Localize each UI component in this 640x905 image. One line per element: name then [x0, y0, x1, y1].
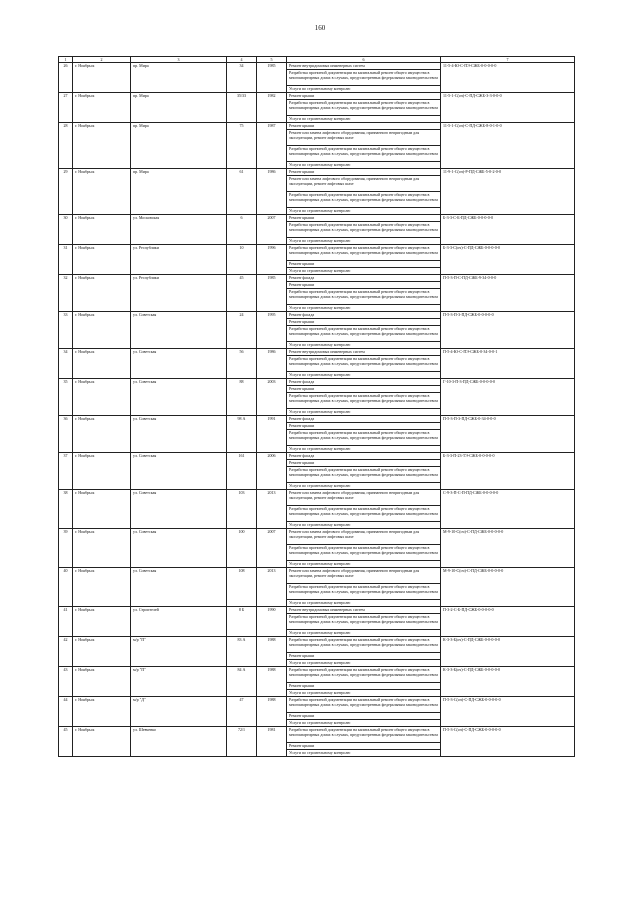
work-cell: Ремонт крыши [287, 93, 441, 100]
house-cell: 100 [227, 529, 257, 568]
work-cell: Разработка проектной документации на капитальный ремонт общего имущества в многоквартирных домах в случаях, предусмотренных федеральным законодательством [287, 356, 441, 372]
year-cell: 1988 [257, 667, 287, 697]
year-cell: 1990 [257, 607, 287, 637]
work-cell: Услуги по строительному контролю [287, 409, 441, 416]
row-number: 37 [59, 453, 73, 490]
table-row [59, 453, 575, 460]
work-cell: Ремонт крыши [287, 423, 441, 430]
code-cell: Г-10-3-П-3-ПД-СЖБ-0-0-0-0-0 [441, 379, 575, 416]
row-number: 45 [59, 727, 73, 757]
street-cell: ул. Республики [131, 245, 227, 275]
table-row [59, 349, 575, 356]
code-cell: П-5-3-С(оч)-С-ПД-СЖБ-0-0-0-0-0 [441, 727, 575, 757]
row-number: 40 [59, 568, 73, 607]
house-cell: 98 А [227, 416, 257, 453]
house-cell: 35/33 [227, 93, 257, 123]
house-cell: 10 [227, 245, 257, 275]
work-cell: Ремонт фасада [287, 275, 441, 282]
works-table [58, 56, 575, 757]
column-header: 3 [131, 57, 227, 63]
year-cell: 1987 [257, 123, 287, 169]
city-cell: г. Ноябрьск [73, 349, 131, 379]
city-cell: г. Ноябрьск [73, 637, 131, 667]
street-cell: ул. Советская [131, 416, 227, 453]
work-cell: Услуги по строительному контролю [287, 630, 441, 637]
house-cell: 75 [227, 123, 257, 169]
table-row [59, 416, 575, 423]
table-row [59, 490, 575, 506]
city-cell: г. Ноябрьск [73, 667, 131, 697]
work-cell: Разработка проектной документации на капитальный ремонт общего имущества в многоквартирных домах в случаях, предусмотренных федеральным законодательством [287, 584, 441, 600]
table-row [59, 215, 575, 222]
work-cell: Услуги по строительному контролю [287, 116, 441, 123]
year-cell: 1995 [257, 312, 287, 349]
city-cell: г. Ноябрьск [73, 568, 131, 607]
house-cell: 47 [227, 697, 257, 727]
work-cell: Услуги по строительному контролю [287, 162, 441, 169]
work-cell: Разработка проектной документации на капитальный ремонт общего имущества в многоквартирных домах в случаях, предусмотренных федеральным законодательством [287, 100, 441, 116]
house-cell: 6 [227, 215, 257, 245]
row-number: 36 [59, 416, 73, 453]
street-cell: м/р "П" [131, 667, 227, 697]
work-cell: Разработка проектной документации на капитальный ремонт общего имущества в многоквартирных домах в случаях, предусмотренных федеральным законодательством [287, 727, 441, 743]
city-cell: г. Ноябрьск [73, 312, 131, 349]
year-cell: 1986 [257, 349, 287, 379]
page-number: 160 [314, 24, 326, 32]
work-cell: Разработка проектной документации на капитальный ремонт общего имущества в многоквартирных домах в случаях, предусмотренных федеральным законодательством [287, 326, 441, 342]
code-cell: П-3-2-С-Б-ПД-СЖБ-0-0-0-0-0 [441, 607, 575, 637]
work-cell: Услуги по строительному контролю [287, 720, 441, 727]
work-cell: Услуги по строительному контролю [287, 305, 441, 312]
street-cell: ул. Советская [131, 379, 227, 416]
row-number: 29 [59, 169, 73, 215]
city-cell: г. Ноябрьск [73, 453, 131, 490]
work-cell: Ремонт крыши [287, 169, 441, 176]
column-header: 4 [227, 57, 257, 63]
street-cell: ул. Московская [131, 215, 227, 245]
table-row [59, 727, 575, 743]
work-cell: Услуги по строительному контролю [287, 268, 441, 275]
row-number: 39 [59, 529, 73, 568]
work-cell: Ремонт фасада [287, 379, 441, 386]
street-cell: ул. Советская [131, 490, 227, 529]
city-cell: г. Ноябрьск [73, 123, 131, 169]
work-cell: Ремонт внутридомовых инженерных систем [287, 607, 441, 614]
row-number: 38 [59, 490, 73, 529]
work-cell: Ремонт или замена лифтового оборудования, признанного непригодным для эксплуатации, ремонт лифтовых шахт [287, 176, 441, 192]
column-header: 1 [59, 57, 73, 63]
row-number: 35 [59, 379, 73, 416]
table-row [59, 637, 575, 653]
work-cell: Услуги по строительному контролю [287, 600, 441, 607]
year-cell: 2007 [257, 215, 287, 245]
column-header: 7 [441, 57, 575, 63]
code-cell: П-5-3-П-3-ПД-СЖБ-0-0-0-0-0 [441, 312, 575, 349]
code-cell: Б-3-3-П-23-ТЭ-СЖБ-0-0-0-0-0 [441, 453, 575, 490]
city-cell: г. Ноябрьск [73, 727, 131, 757]
work-cell: Разработка проектной документации на капитальный ремонт общего имущества в многоквартирных домах в случаях, предусмотренных федеральным законодательством [287, 70, 441, 86]
house-cell: 72/1 [227, 727, 257, 757]
code-cell: П-5-4-Ю-С-ПЭ-СЖБ-0-34-0-0-1 [441, 349, 575, 379]
row-number: 34 [59, 349, 73, 379]
table-row [59, 667, 575, 683]
work-cell: Услуги по строительному контролю [287, 342, 441, 349]
row-number: 42 [59, 637, 73, 667]
house-cell: 103 [227, 490, 257, 529]
house-cell: 34 [227, 63, 257, 93]
code-cell: Б-3-3-С-Б-ПД-СЖБ-0-0-0-0-0 [441, 215, 575, 245]
year-cell: 2013 [257, 568, 287, 607]
work-cell: Разработка проектной документации на капитальный ремонт общего имущества в многоквартирных домах в случаях, предусмотренных федеральным законодательством [287, 545, 441, 561]
street-cell: ул. Шевченко [131, 727, 227, 757]
table-row [59, 697, 575, 713]
year-cell: 2007 [257, 529, 287, 568]
work-cell: Разработка проектной документации на капитальный ремонт общего имущества в многоквартирных домах в случаях, предусмотренных федеральным законодательством [287, 222, 441, 238]
row-number: 27 [59, 93, 73, 123]
street-cell: пр. Мира [131, 93, 227, 123]
row-number: 32 [59, 275, 73, 312]
street-cell: ул. Советская [131, 529, 227, 568]
work-cell: Ремонт фасада [287, 416, 441, 423]
street-cell: ул. Советская [131, 349, 227, 379]
work-cell: Разработка проектной документации на капитальный ремонт общего имущества в многоквартирных домах в случаях, предусмотренных федеральным законодательством [287, 667, 441, 683]
column-header: 2 [73, 57, 131, 63]
street-cell: ул. Республики [131, 275, 227, 312]
work-cell: Ремонт внутридомовых инженерных систем [287, 349, 441, 356]
street-cell: ул. Советская [131, 453, 227, 490]
work-cell: Ремонт или замена лифтового оборудования, признанного непригодным для эксплуатации, ремонт лифтовых шахт [287, 529, 441, 545]
work-cell: Разработка проектной документации на капитальный ремонт общего имущества в многоквартирных домах в случаях, предусмотренных федеральным законодательством [287, 192, 441, 208]
year-cell: 1988 [257, 637, 287, 667]
work-cell: Услуги по строительному контролю [287, 238, 441, 245]
work-cell: Разработка проектной документации на капитальный ремонт общего имущества в многоквартирных домах в случаях, предусмотренных федеральным законодательством [287, 697, 441, 713]
code-cell: 11-9-1-С(оч)-Р-ПД-СЖБ-5-0-2-0-0 [441, 169, 575, 215]
city-cell: г. Ноябрьск [73, 607, 131, 637]
work-cell: Услуги по строительному контролю [287, 660, 441, 667]
year-cell: 1996 [257, 245, 287, 275]
work-cell: Ремонт или замена лифтового оборудования, признанного непригодным для эксплуатации, ремонт лифтовых шахт [287, 490, 441, 506]
work-cell: Ремонт фасада [287, 453, 441, 460]
work-cell: Ремонт крыши [287, 386, 441, 393]
year-cell: 1988 [257, 697, 287, 727]
year-cell: 1985 [257, 275, 287, 312]
code-cell: Б-3-3-С(оч)-С-ПД-СЖБ-0-0-0-0-0 [441, 245, 575, 275]
year-cell: 2003 [257, 379, 287, 416]
row-number: 28 [59, 123, 73, 169]
table-row [59, 312, 575, 319]
table-row [59, 63, 575, 70]
year-cell: 2006 [257, 453, 287, 490]
table-row [59, 607, 575, 614]
code-cell: 11-5-1-С(оч)-С-ПД-СЖБ-3-3-0-0-0 [441, 93, 575, 123]
work-cell: Услуги по строительному контролю [287, 522, 441, 529]
street-cell: ул. Строителей [131, 607, 227, 637]
city-cell: г. Ноябрьск [73, 245, 131, 275]
code-cell: К-3-3-Б(оч)-С-ПД-СЖБ-0-0-0-0-0 [441, 667, 575, 697]
work-cell: Разработка проектной документации на капитальный ремонт общего имущества в многоквартирных домах в случаях, предусмотренных федеральным законодательством [287, 637, 441, 653]
work-cell: Ремонт крыши [287, 653, 441, 660]
city-cell: г. Ноябрьск [73, 275, 131, 312]
year-cell: 1985 [257, 63, 287, 93]
street-cell: пр. Мира [131, 123, 227, 169]
work-cell: Ремонт крыши [287, 683, 441, 690]
code-cell: 11-5-4-Ю-С-ПЭ-СЖБ-0-0-0-0-0 [441, 63, 575, 93]
work-cell: Услуги по строительному контролю [287, 561, 441, 568]
house-cell: 108 [227, 568, 257, 607]
work-cell: Разработка проектной документации на капитальный ремонт общего имущества в многоквартирных домах в случаях, предусмотренных федеральным законодательством [287, 289, 441, 305]
city-cell: г. Ноябрьск [73, 63, 131, 93]
work-cell: Ремонт или замена лифтового оборудования, признанного непригодным для эксплуатации, ремонт лифтовых шахт [287, 568, 441, 584]
table-row [59, 245, 575, 261]
street-cell: ул. Советская [131, 312, 227, 349]
work-cell: Разработка проектной документации на капитальный ремонт общего имущества в многоквартирных домах в случаях, предусмотренных федеральным законодательством [287, 245, 441, 261]
row-number: 33 [59, 312, 73, 349]
street-cell: пр. Мира [131, 63, 227, 93]
work-cell: Ремонт крыши [287, 460, 441, 467]
row-number: 30 [59, 215, 73, 245]
year-cell: 1981 [257, 727, 287, 757]
work-cell: Услуги по строительному контролю [287, 208, 441, 215]
row-number: 43 [59, 667, 73, 697]
work-cell: Услуги по строительному контролю [287, 446, 441, 453]
house-cell: 45 [227, 275, 257, 312]
code-cell: М-9-10-С(оч)-С-ПД-СЖБ-0-0-0-0-0 [441, 529, 575, 568]
house-cell: 88 [227, 379, 257, 416]
year-cell: 1991 [257, 416, 287, 453]
street-cell: пр. Мира [131, 169, 227, 215]
code-cell: С-9-3-П-С-П-ПД-СЖБ-0-0-0-0-0 [441, 490, 575, 529]
table-row [59, 93, 575, 100]
house-cell: 84 А [227, 667, 257, 697]
work-cell: Услуги по строительному контролю [287, 86, 441, 93]
street-cell: м/р "Д" [131, 697, 227, 727]
work-cell: Разработка проектной документации на капитальный ремонт общего имущества в многоквартирных домах в случаях, предусмотренных федеральным законодательством [287, 393, 441, 409]
house-cell: 161 [227, 453, 257, 490]
row-number: 41 [59, 607, 73, 637]
year-cell: 2013 [257, 490, 287, 529]
table-row [59, 568, 575, 584]
column-header: 5 [257, 57, 287, 63]
code-cell: 11-5-1-С(оч)-С-ПД-СЖБ-8-0-1-0-0 [441, 123, 575, 169]
table-row [59, 123, 575, 130]
city-cell: г. Ноябрьск [73, 697, 131, 727]
work-cell: Услуги по строительному контролю [287, 372, 441, 379]
house-cell: 24 [227, 312, 257, 349]
street-cell: ул. Советская [131, 568, 227, 607]
work-cell: Ремонт крыши [287, 319, 441, 326]
work-cell: Ремонт крыши [287, 215, 441, 222]
city-cell: г. Ноябрьск [73, 215, 131, 245]
work-cell: Услуги по строительному контролю [287, 483, 441, 490]
city-cell: г. Ноябрьск [73, 93, 131, 123]
city-cell: г. Ноябрьск [73, 529, 131, 568]
row-number: 31 [59, 245, 73, 275]
work-cell: Разработка проектной документации на капитальный ремонт общего имущества в многоквартирных домах в случаях, предусмотренных федеральным законодательством [287, 467, 441, 483]
work-cell: Ремонт внутридомовых инженерных систем [287, 63, 441, 70]
work-cell: Ремонт крыши [287, 713, 441, 720]
column-header: 6 [287, 57, 441, 63]
city-cell: г. Ноябрьск [73, 416, 131, 453]
work-cell: Услуги по строительному контролю [287, 690, 441, 697]
street-cell: м/р "П" [131, 637, 227, 667]
city-cell: г. Ноябрьск [73, 490, 131, 529]
work-cell: Разработка проектной документации на капитальный ремонт общего имущества в многоквартирных домах в случаях, предусмотренных федеральным законодательством [287, 506, 441, 522]
house-cell: 8 Б [227, 607, 257, 637]
work-cell: Услуги по строительному контролю [287, 750, 441, 757]
city-cell: г. Ноябрьск [73, 379, 131, 416]
year-cell: 1986 [257, 169, 287, 215]
code-cell: К-3-3-Б(оч)-С-ПД-СЖБ-0-0-0-0-0 [441, 637, 575, 667]
row-number: 44 [59, 697, 73, 727]
year-cell: 1982 [257, 93, 287, 123]
work-cell: Разработка проектной документации на капитальный ремонт общего имущества в многоквартирных домах в случаях, предусмотренных федеральным законодательством [287, 430, 441, 446]
work-cell: Разработка проектной документации на капитальный ремонт общего имущества в многоквартирных домах в случаях, предусмотренных федеральным законодательством [287, 614, 441, 630]
work-cell: Ремонт крыши [287, 261, 441, 268]
code-cell: П-5-3-П-3-ПД-СЖБ-0-34-0-0-0 [441, 416, 575, 453]
table-row [59, 529, 575, 545]
work-cell: Ремонт крыши [287, 123, 441, 130]
work-cell: Разработка проектной документации на капитальный ремонт общего имущества в многоквартирных домах в случаях, предусмотренных федеральным законодательством [287, 146, 441, 162]
work-cell: Ремонт крыши [287, 282, 441, 289]
house-cell: 83 А [227, 637, 257, 667]
table-row [59, 379, 575, 386]
work-cell: Ремонт или замена лифтового оборудования, признанного непригодным для эксплуатации, ремонт лифтовых шахт [287, 130, 441, 146]
code-cell: М-9-10-С(оч)-С-ПД-СЖБ-0-0-0-0-0 [441, 568, 575, 607]
code-cell: П-5-3-П-С-ПД-СЖБ-9-34-0-0-0 [441, 275, 575, 312]
code-cell: П-5-3-С(оч)-С-ПД-СЖБ-0-0-0-0-0 [441, 697, 575, 727]
work-cell: Ремонт крыши [287, 743, 441, 750]
table-row [59, 275, 575, 282]
row-number: 26 [59, 63, 73, 93]
house-cell: 56 [227, 349, 257, 379]
house-cell: 61 [227, 169, 257, 215]
table-row [59, 169, 575, 176]
work-cell: Ремонт фасада [287, 312, 441, 319]
city-cell: г. Ноябрьск [73, 169, 131, 215]
